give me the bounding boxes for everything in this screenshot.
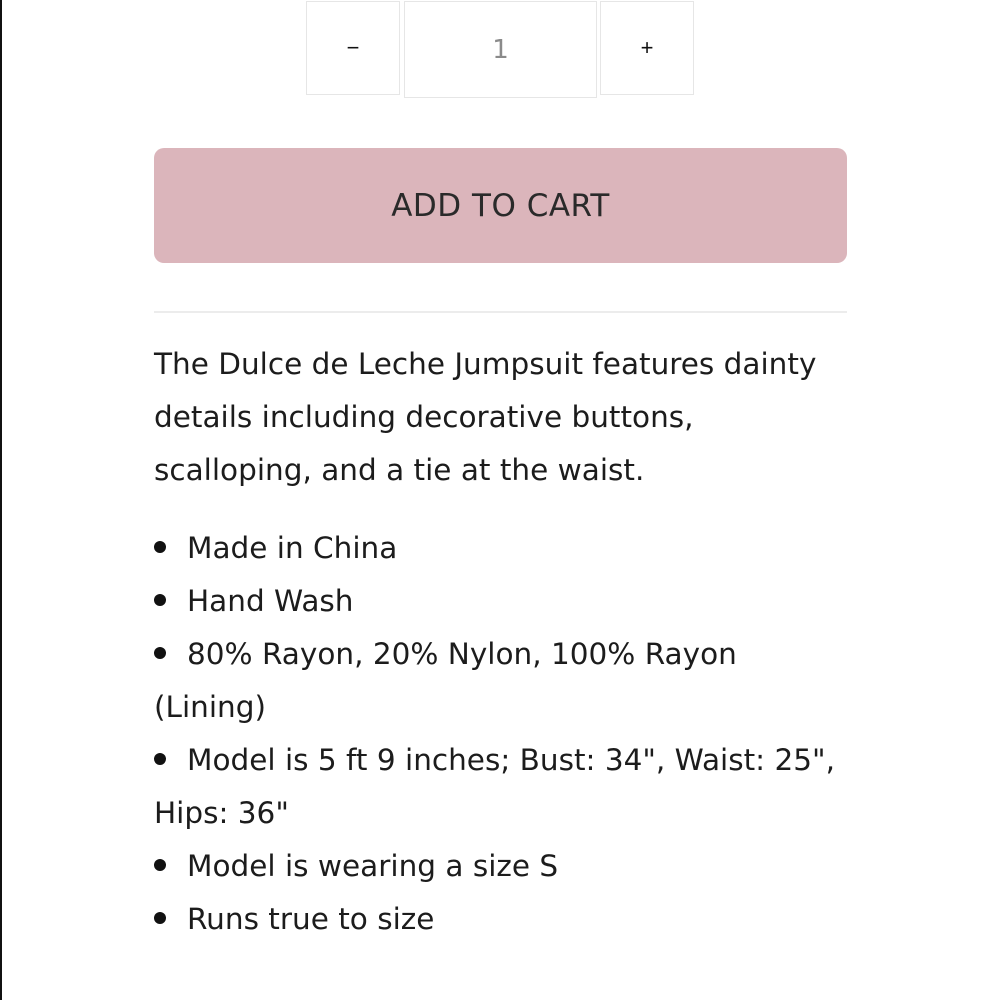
product-features-list [154, 522, 854, 946]
quantity-decrease-button[interactable]: − [306, 1, 400, 95]
add-to-cart-button[interactable]: ADD TO CART [154, 148, 847, 263]
quantity-input[interactable] [404, 1, 597, 98]
product-description: The Dulce de Leche Jumpsuit features dainty details including decorative buttons, scalloping, and a tie at the waist. [154, 347, 817, 487]
bullet-icon [154, 859, 166, 871]
feature-text: Made in China [187, 531, 398, 565]
section-divider [154, 311, 847, 313]
feature-text: Runs true to size [187, 902, 435, 936]
feature-text: Model is 5 ft 9 inches; Bust: 34", Waist: 25", Hips: 36" [154, 743, 835, 830]
feature-item [154, 840, 854, 893]
quantity-increase-button[interactable]: + [600, 1, 694, 95]
feature-item [154, 628, 854, 734]
feature-item [154, 575, 854, 628]
feature-text: Hand Wash [187, 584, 354, 618]
bullet-icon [154, 541, 166, 553]
bullet-icon [154, 594, 166, 606]
quantity-stepper [306, 1, 695, 98]
feature-item [154, 734, 854, 840]
page-left-edge [0, 0, 2, 1000]
feature-text: 80% Rayon, 20% Nylon, 100% Rayon (Lining) [154, 637, 737, 724]
bullet-icon [154, 912, 166, 924]
bullet-icon [154, 647, 166, 659]
feature-item [154, 893, 854, 946]
feature-item [154, 522, 854, 575]
feature-text: Model is wearing a size S [187, 849, 559, 883]
bullet-icon [154, 753, 166, 765]
